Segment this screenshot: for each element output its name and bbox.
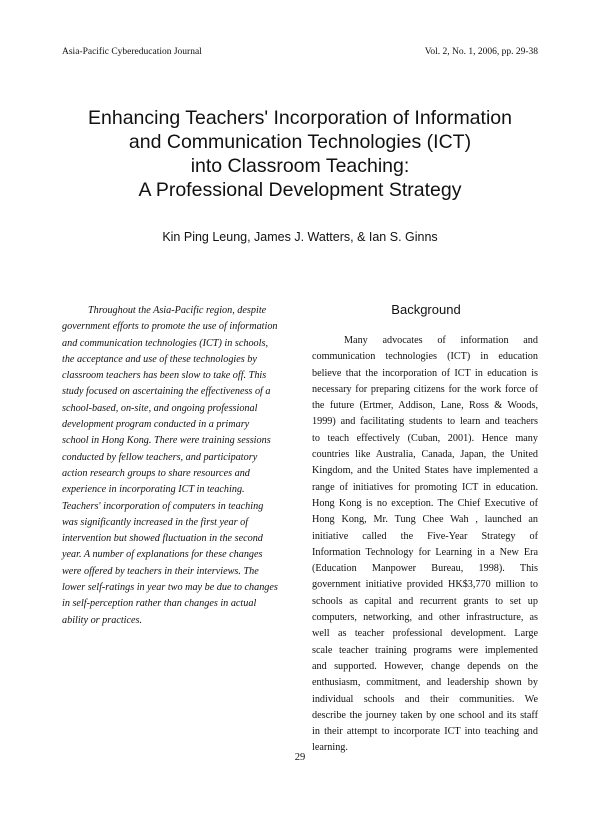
page-number: 29 [294,752,306,763]
body-line: countries like Australia, Canada, Japan, the United [312,449,538,461]
abstract-line: government efforts to promote the use of information [62,321,278,333]
body-line: describe the journey taken by one school and its staff [312,709,538,721]
body-line: (Education Manpower Bureau, 1998). This [312,563,538,575]
abstract-line: lower self-ratings in year two may be due to changes [62,582,278,594]
abstract-line: the acceptance and use of these technologies by [62,353,257,365]
body-line: the future (Ertmer, Addison, Lane, Ross & Woods, [312,400,538,412]
body-line: individual schools and their communities. We [312,693,538,705]
title-line: and Communication Technologies (ICT) [128,131,472,153]
abstract-line: development program conducted in a primary [62,419,250,431]
body-line: Many advocates of information and [344,335,538,346]
body-line: enthusiasm, commitment, and leadership shown by [312,677,538,689]
body-line: government initiative provided HK$3,770 million to [312,579,538,591]
journal-name: Asia-Pacific Cybereducation Journal [62,47,202,57]
body-line: Kingdom, and the United States have implemented a [312,465,538,477]
abstract-line: action research groups to share resources and [62,467,250,479]
abstract-line: Throughout the Asia-Pacific region, despite [88,305,267,316]
abstract-line: in self-perception rather than changes in actual [62,598,257,610]
section-heading: Background [391,302,461,317]
abstract-line: study focused on ascertaining the effectiveness of a [62,386,271,398]
issue-info: Vol. 2, No. 1, 2006, pp. 29-38 [424,47,538,57]
abstract-line: Teachers' incorporation of computers in teaching [62,500,264,512]
body-line: computers, networking, and other infrastructure, as [312,612,538,624]
body-line: Information Technology for Learning in a New Era [312,546,538,558]
body-line: well as teacher professional development. Large [312,628,538,640]
abstract [62,303,290,629]
title-line: into Classroom Teaching: [190,155,410,177]
body-line: believe that the incorporation of ICT in education is [312,367,538,379]
title-line: Enhancing Teachers' Incorporation of Information [88,107,512,129]
body-paragraph [312,333,538,757]
paper-title [60,106,540,202]
body-line: learning. [312,742,348,754]
abstract-line: were offered by teachers in their interviews. The [62,565,259,577]
abstract-line: experience in incorporating ICT in teaching. [62,484,245,496]
body-line: schools as capital and recurrent grants to set up [312,595,538,607]
body-line: and supported. However, change depends on the [312,660,538,672]
abstract-line: school in Hong Kong. There were training sessions [62,435,271,447]
abstract-line: and communication technologies (ICT) in schools, [62,337,268,349]
abstract-line: was significantly increased in the first year of [62,516,249,528]
title-line: A Professional Development Strategy [138,179,462,201]
abstract-line: ability or practices. [62,614,143,626]
body-line: Hong Kong, Mr. Tung Chee Wah , launched an [312,514,538,526]
body-line: scale teacher training programs were implemented [312,644,538,656]
abstract-line: school-based, on-site, and ongoing professional [62,402,258,414]
body-line: to teach effectively (Cuban, 2001). Hence many [312,432,538,444]
author-list: Kin Ping Leung, James J. Watters, & Ian S. Ginns [162,230,438,244]
body-line: Hong Kong is no exception. The Chief Executive of [312,497,538,509]
body-line: initiative called the Five-Year Strategy of [312,530,538,542]
body-line: range of initiatives for promoting ICT in education. [312,481,538,493]
abstract-line: conducted by fellow teachers, and participatory [62,451,258,463]
body-line: necessary for preparing citizens for the work force of [312,383,538,395]
abstract-line: classroom teachers has been slow to take off. This [62,370,267,382]
abstract-line: year. A number of explanations for these changes [62,549,263,561]
body-line: 1999) and facilitating students to learn and teachers [312,416,538,428]
body-line: communication technologies (ICT) in education [312,351,538,363]
abstract-line: intervention but showed fluctuation in the second [62,533,263,545]
body-line: in their attempt to incorporate ICT into teaching and [312,726,538,738]
